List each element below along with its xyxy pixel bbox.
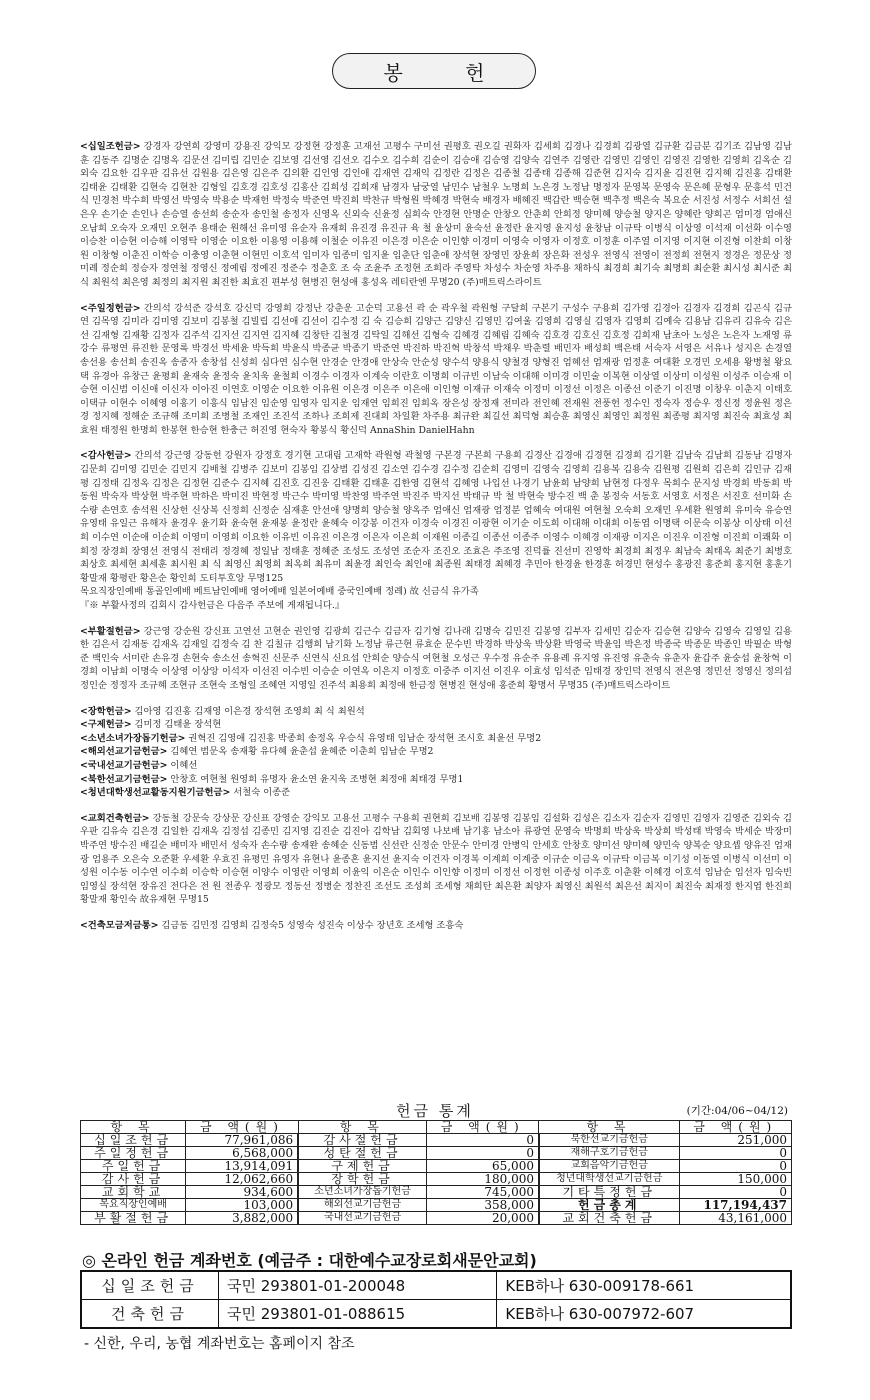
stats-item-label: 주일정헌금 (81, 1147, 186, 1160)
offering-section (80, 449, 792, 585)
stats-amount: 0 (679, 1147, 792, 1160)
offering-names: 안창호 여현철 원영희 유명자 윤소연 윤지욱 조병현 최정애 최태경 무명1 (170, 773, 464, 785)
accounts-footnote: - 신한, 우리, 농협 계좌번호는 홈페이지 참조 (84, 1336, 355, 1352)
offering-category: <부활절헌금> (80, 625, 141, 637)
stats-item-label: 부활절헌금 (81, 1212, 186, 1225)
offering-section (80, 759, 792, 773)
stats-amount: 934,600 (186, 1186, 298, 1199)
offering-names: 김혜연 범문옥 송재황 유다혜 윤춘섭 윤혜준 이춘희 임남순 무명2 (170, 746, 434, 758)
page-title: 봉 헌 (332, 53, 536, 89)
stats-item-label: 교회건축헌금 (539, 1212, 679, 1225)
stats-item-label: 소년소녀가장돕기헌금 (298, 1186, 426, 1199)
stats-header: 항 목 (298, 1121, 426, 1134)
stats-item-label: 국내선교기금헌금 (298, 1212, 426, 1225)
offering-category: <장학헌금> (80, 705, 132, 717)
offering-section (80, 302, 792, 438)
stats-amount: 117,194,437 (679, 1199, 792, 1212)
stats-amount: 20,000 (427, 1212, 539, 1225)
stats-row (81, 1134, 792, 1147)
offering-list (80, 140, 792, 944)
stats-header: 금 액(원) (427, 1121, 539, 1134)
account-row (81, 1300, 791, 1329)
offering-category: <북한선교기금헌금> (80, 773, 168, 785)
stats-row (81, 1199, 792, 1212)
stats-item-label: 성탄절헌금 (298, 1147, 426, 1160)
stats-amount: 358,000 (427, 1199, 539, 1212)
stats-amount: 3,882,000 (186, 1212, 298, 1225)
stats-amount: 12,062,660 (186, 1173, 298, 1186)
account-label: 십일조헌금 (81, 1271, 219, 1300)
offering-names: 강근영 강순원 강신표 고연선 고현순 권인영 김광희 김근수 김금자 김기형 김나래 김명숙 김민진 김봉영 김부자 김세민 김순자 김승현 김양숙 김영숙 김영일 김용한 김은서 김재동 김재옥 김재일 김정숙 김 찬 김칠규 김행희 남기화 노정남 류근현 류효순 문수빈 박경하 박상욱 박상환 박영국 박윤임 박은정 박종국 박종문 박종인 박필순 박형준 백인숙 서미란 손유경 손현숙 송소선 송혁진 신문주 신연식 신요섭 안희순 양승식 여현철 오성근 우수정 유순주 유용례 유지영 유진영 유춘숙 유춘자 윤갑주 윤숭섭 윤창혁 이경희 이남희 이명숙 이상영 이상앙 이석자 이선진 이수빈 이승순 이연옥 이은지 이정호 이중주 이지선 이진우 이효성 임석준 임태경 장인덕 전영식 전은영 정민선 정영신 정의섭 정인순 정정자 조규혜 조현규 조현숙 조형일 조혜연 지영일 진주석 최용희 최정애 한금정 현병진 현성애 홍준희 황명서 무명35 (주)매트릭스라이트 (80, 625, 792, 691)
stats-amount: 0 (427, 1134, 539, 1147)
offering-category: <소년소녀가장돕기헌금> (80, 732, 186, 744)
account-label: 건축헌금 (81, 1300, 219, 1329)
stats-header: 항 목 (539, 1121, 679, 1134)
offering-category: <십일조헌금> (80, 141, 141, 152)
offering-section (80, 585, 792, 599)
stats-item-label: 십일조헌금 (81, 1134, 186, 1147)
account-row (81, 1271, 791, 1300)
stats-header-row (81, 1121, 792, 1134)
stats-item-label: 감사헌금 (81, 1173, 186, 1186)
stats-header: 금 액(원) (679, 1121, 792, 1134)
stats-item-label: 해외선교기금헌금 (298, 1199, 426, 1212)
offering-section (80, 812, 792, 907)
stats-row (81, 1173, 792, 1186)
stats-amount: 65,000 (427, 1160, 539, 1173)
offering-section (80, 919, 792, 933)
stats-amount: 77,961,086 (186, 1134, 298, 1147)
accounts-title: ◎ 온라인 헌금 계좌번호 (예금주 : 대한예수교장로회새문안교회) (82, 1251, 537, 1270)
offering-section (80, 745, 792, 759)
offering-section (80, 140, 792, 290)
stats-amount: 150,000 (679, 1173, 792, 1186)
stats-amount: 0 (679, 1186, 792, 1199)
stats-item-label: 교회음악기금헌금 (539, 1160, 679, 1173)
stats-item-label: 북한선교기금헌금 (539, 1134, 679, 1147)
offering-section (80, 625, 792, 693)
offering-names: 간의석 강석준 강석호 강신덕 강영희 강정난 강춘운 고순덕 고용선 곽 순 곽우철 곽원형 구달희 구본기 구성수 구용희 김가영 김경아 김경자 김경희 김곤식 김규연 김목영 김미라 김미영 김보미 김봉철 김빌립 김선애 김선이 김수정 김 숙 김승희 김양근 김양신 김영민 김여울 김영희 김영실 김영자 김영희 김예숙 김용남 김유리 김유숙 김은선 김재형 김재황 김정자 김주석 김지선 김지연 김지혜 김창탄 김철경 김탁일 김해선 김형숙 김혜경 김혜림 김혜숙 김호경 김호신 김호정 김희재 남초아 노성은 노은자 노재영 류강수 류평연 류진한 문영록 박경선 박세윤 박득희 박윤식 박종균 박종기 박준연 박진하 박진혁 박창석 박채우 박춘렬 배민자 배성희 백은태 서숙자 서영은 서유나 성지은 손경열 송선용 송선희 송진옥 송종자 송창섭 신성희 심다연 심수현 안경순 안경애 안상숙 안순성 양수석 양용식 양철경 양형진 엄혜선 엄재광 엄정훈 여대환 오경민 오세용 왕병철 왕요택 유경아 유창근 윤평희 윤재숙 윤정숙 윤치욱 윤철희 이경수 이경자 이계숙 이란호 이명희 이규빈 이남숙 이대해 이미경 이민술 이복현 이상열 이상미 이성원 이성주 이승재 이승현 이신범 이신애 이신자 이아진 이연호 이영순 이요한 이유원 이은경 이은주 이은애 이인형 이재규 이재숙 이정미 이정선 이정은 이종선 이준기 이진명 이창우 이춘지 이태호 이택규 이현수 이혜영 이홍기 이흥식 임남진 임순영 임영자 임지운 임재연 임희진 임희옥 장은성 장정재 전미라 전인혜 전재원 전풍헌 정수인 정숙자 정승우 정신정 정윤원 정은경 정지혜 정해순 조규해 조미희 조병철 조재인 조진석 조하나 조희제 진대희 차일환 차주용 최규완 최길선 최덕형 최승훈 최영신 최영인 최정원 최종평 최지영 최진숙 최효성 최효원 태정원 한명희 한봉현 한승현 한충근 허진영 현숙자 황봉식 황신덕 AnnaShin DanielHahn (80, 302, 792, 436)
offering-category: <청년대학생선교활동지원기금헌금> (80, 787, 231, 799)
offering-names: 목요직장인예배 통골인예배 베트남인예배 영어예배 일본어예배 중국인예배 정례) 故 신금식 유가족 (80, 586, 479, 598)
stats-amount: 180,000 (427, 1173, 539, 1186)
offering-section (80, 718, 792, 732)
offering-names: 『※ 부활사정의 김회시 감사헌금은 다음주 주보에 게재됩니다.』 (80, 600, 345, 611)
stats-item-label: 기타특정헌금 (539, 1186, 679, 1199)
stats-item-label: 헌금총계 (539, 1199, 679, 1212)
stats-header: 항 목 (81, 1121, 186, 1134)
offering-section (80, 773, 792, 787)
offering-names: 서철숙 이종준 (233, 787, 291, 799)
offering-names: 간의석 강근영 강동헌 강원자 강정호 경기현 고대림 고재학 곽원형 곽철영 구본경 구본희 구용희 김경산 김경애 김경현 김경희 김기환 김남숙 김남희 김동남 김명자 김문희 김미영 김민순 김민지 김배철 김병주 김보미 김봉임 김상범 김성진 김소연 김수경 김수정 김순희 김영미 김영숙 김영희 김용복 김용숙 김원평 김원희 김은희 김인규 김재평 김정태 김정옥 김정은 김정현 김준수 김지혜 김진호 김진웅 김태환 김태훈 김한영 김현석 김혜영 나입선 나경기 남윤희 남양희 남현정 다정우 목희수 문지성 박경희 박동희 박동원 박숙자 박상현 박주현 박하은 박미진 박현정 박근수 박미영 박찬영 박주연 박진주 박지선 박태규 박 철 박현숙 방수진 백 춘 봉정숙 서동호 서영호 서정은 서진호 선미화 손수량 손연호 송석원 신상헌 신상복 신정희 신정순 심재훈 안선애 양명희 양승철 양옥주 엄애신 엄재광 엄정분 엄혜숙 여대원 여현철 오숙희 오재민 우세환 원영희 유미숙 유승연 유영태 유일근 유해자 윤경우 윤기화 윤숙현 윤재봉 윤정란 윤혜숙 이강봉 이건자 이경숙 이경진 이광현 이기순 이도희 이대해 이대희 이동엽 이명택 이문숙 이봉상 이상태 이선희 이수연 이순애 이순희 이영미 이영희 이요한 이유빈 이유진 이은경 이은자 이은희 이재원 이종길 이종선 이종주 이영수 이혜경 이재광 이지은 이진우 이진형 이진희 이쾌화 이희정 장경희 장영선 전영식 전태리 정경혜 정일남 정태훈 정혜준 조성도 조성연 조순자 조진오 조효은 주조영 진덕률 진선미 진영학 최경희 최정우 최남숙 최태옥 최준기 최병호 최상호 최세현 최세훈 최시원 최 식 최영신 최영희 최옥희 최유미 최윤경 최인숙 최인애 최종원 최태경 최혜경 추민아 한경윤 한경훈 허경민 현성수 홍광진 홍준희 홍지현 홍훈기 황말재 황평란 황은순 황인희 도티투호앙 무명125 (80, 450, 792, 584)
stats-item-label: 구제헌금 (298, 1160, 426, 1173)
offering-section (80, 705, 792, 719)
stats-row (81, 1212, 792, 1225)
offering-category: <건축모금저금통> (80, 919, 159, 931)
stats-item-label: 목요직장인예배 (81, 1199, 186, 1212)
offering-names: 김미정 김태윤 장석현 (134, 719, 222, 731)
account-number: KEB하나 630-007972-607 (497, 1300, 791, 1329)
stats-amount: 13,914,091 (186, 1160, 298, 1173)
stats-item-label: 감사절헌금 (298, 1134, 426, 1147)
accounts-table (80, 1270, 792, 1329)
offering-section (80, 599, 792, 613)
stats-item-label: 청년대학생선교기금헌금 (539, 1173, 679, 1186)
account-number: 국민 293801-01-200048 (219, 1271, 497, 1300)
offering-names: 김금동 김민정 김영희 김정숙5 성영숙 성진숙 이상수 장년호 조세형 조흥숙 (161, 919, 464, 931)
offering-category: <국내선교기금헌금> (80, 759, 168, 771)
stats-amount: 0 (427, 1147, 539, 1160)
offering-category: <해외선교기금헌금> (80, 746, 168, 758)
offering-category: <구제헌금> (80, 719, 132, 731)
offering-category: <주일정헌금> (80, 302, 141, 314)
offering-section (80, 786, 792, 800)
stats-period: (기간:04/06~04/12) (686, 1105, 788, 1117)
stats-amount: 6,568,000 (186, 1147, 298, 1160)
stats-amount: 251,000 (679, 1134, 792, 1147)
stats-row (81, 1186, 792, 1199)
stats-header: 금 액(원) (186, 1121, 298, 1134)
stats-amount: 103,000 (186, 1199, 298, 1212)
stats-table (80, 1120, 792, 1225)
offering-names: 강동철 강문숙 강상문 강신표 강영순 강익모 고용선 고평수 구용희 권현희 김보배 김봉영 김봉임 김설화 김성은 김소자 김순자 김영민 김영자 김영준 김외숙 김우판 김유숙 김은경 김일한 김재옥 김정섭 김종민 김지영 김진순 김진아 김학남 김회영 나보배 남기홍 남소아 류광연 문영숙 박명희 박상욱 박상희 박성태 박영숙 박세순 박장미 박주연 방수진 배길순 배미자 배민서 성숙자 손수량 송재완 송혜순 신동범 신선란 신정순 안문수 안미경 안병익 안세호 안창호 양미선 양미혜 양민숙 양복순 양요셉 양유진 엄재광 엄용주 오은숙 오준환 우세환 우효진 유평민 유영자 유현나 윤종혼 윤지선 윤지숙 이건자 이경복 이계희 이계중 이규순 이금옥 이규탁 이금복 이기성 이동열 이병식 이선미 이성원 이수동 이수연 이수희 이승학 이승현 이양수 이영란 이영희 이윤익 이은순 이인수 이인향 이정미 이정선 이정헌 이종성 이주호 이춘환 이혜경 이호석 임남순 임선자 임숙빈 임영실 장석현 장유진 전다은 전 원 전종우 정광모 정동선 정병순 정찬진 조선도 조성희 조세형 채희탄 최은환 최양자 최영신 최원석 최은선 최지이 최진숙 최재정 한지엽 한진희 황말재 황인숙 故유재현 무명15 (80, 812, 792, 906)
stats-amount: 43,161,000 (679, 1212, 792, 1225)
account-number: KEB하나 630-009178-661 (497, 1271, 791, 1300)
offering-section (80, 732, 792, 746)
offering-category: <감사헌금> (80, 450, 132, 462)
offering-names: 이혜선 (170, 759, 198, 771)
stats-amount: 0 (679, 1160, 792, 1173)
stats-item-label: 장학헌금 (298, 1173, 426, 1186)
stats-item-label: 교회학교 (81, 1186, 186, 1199)
offering-names: 강경자 강연희 강영미 강용진 강익모 강정현 강정훈 고재선 고평수 구미선 권평호 권오길 권화자 김세희 김경나 김경희 김광열 김규환 김금분 김기조 김남영 김남훈 김동주 김명순 김명옥 김문선 김미립 김민순 김보영 김선영 김선오 김수오 김수희 김순이 김승애 김승영 김양숙 김연주 김영란 김영민 김영인 김영진 김영한 김영희 김옥순 김외숙 김요한 김우판 김유선 김원용 김은영 김은주 김의환 김인영 김인애 김재연 김재익 김정란 김정은 김종철 김종태 김종해 김준현 김지숙 김지윤 김진현 김지혜 김진홍 김태환 김태윤 김태환 김현숙 김현찬 김형일 김호경 김호성 김홍산 김희성 김희재 남경자 남궁열 남민수 남철우 노명희 노은경 노정남 명정자 문영복 문영숙 문은혜 문형우 문흥석 민건식 민경천 박수희 박영선 박영숙 박용순 박재헌 박정숙 박준연 박진희 박찬규 박형원 박혜경 박현숙 배경자 배혜진 백갑란 백승현 백추정 백은숙 복요순 서진성 서정수 서희선 설은우 손기순 손인나 손승열 송선희 송순자 송인철 송정자 신영옥 신외숙 신윤정 심희숙 안경현 안명순 안창오 안춘희 안희정 양미혜 양승철 양지은 양혜란 양희곤 엄미경 엄애신 오남희 오숙자 오재민 오현주 용태순 원해선 유미영 유순자 유재희 유진경 유진규 육 철 윤상미 윤숙선 윤정란 윤지영 윤지성 윤창남 이규탁 이병식 이상영 이석재 이선화 이수영 이승찬 이승현 이승해 이영탁 이영순 이요한 이용영 이용해 이철순 이유진 이은경 이은순 이인향 이경미 이영숙 이영자 이정호 이정훈 이주열 이지영 이지현 이진형 이찬희 이창원 이창형 이춘진 이학승 이충영 이춘현 이현민 이호석 임미자 임종미 임지윤 임춘단 임춘애 장석현 장영민 장윤희 장은화 전성우 전영식 전영이 전정희 전현지 정경은 정문상 정미례 정순희 정승자 정연철 정영신 정예림 정예진 정준수 정춘호 조 숙 조윤주 조정현 조희라 주영탁 차성수 차순영 차주용 채하식 최경희 최기숙 최명희 최순환 최시성 최시준 최 식 최원석 최은영 최정의 최지원 최진한 최효진 편부성 현병진 현성애 홍성옥 레티란엔 무명20 (주)매트릭스라이트 (80, 141, 792, 288)
stats-title: 헌금 통계 (396, 1102, 474, 1120)
stats-row (81, 1160, 792, 1173)
stats-amount: 745,000 (427, 1186, 539, 1199)
offering-names: 김아영 김진홍 김재영 이은경 장석현 조영희 최 식 최원석 (134, 705, 365, 717)
stats-row (81, 1147, 792, 1160)
stats-item-label: 재해구호기금헌금 (539, 1147, 679, 1160)
offering-names: 권혁진 김영애 김진홍 박종희 송정옥 우승식 유영태 임남순 장석현 조시호 최윤선 무명2 (188, 732, 542, 744)
offering-category: <교회건축헌금> (80, 812, 150, 824)
stats-item-label: 주일헌금 (81, 1160, 186, 1173)
account-number: 국민 293801-01-088615 (219, 1300, 497, 1329)
